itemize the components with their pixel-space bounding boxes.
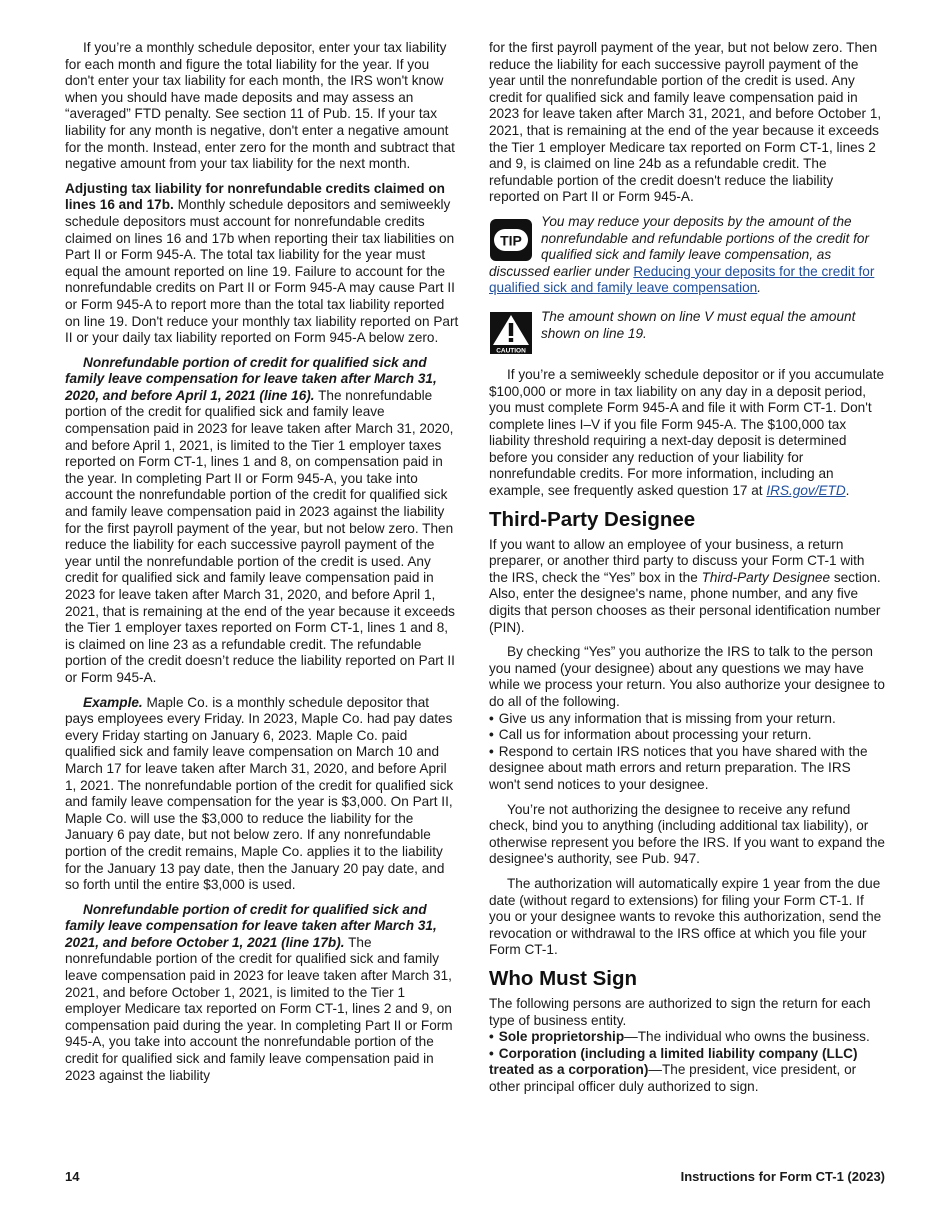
semiweekly-text: If you’re a semiweekly schedule depositor or if you accumulate $100,000 or more in tax liability on any day in a deposit period, you must complete Form 945-A and file it with Form CT-1. Don't complete lines I–V if you file Form 945-A. The $100,000 tax liability threshold requiring a next-day deposit is determined before you consider any reduction of your liability for nonrefundable credits. For more information, including an example, see frequently asked question 17 at — [489, 366, 885, 499]
designee-bullets — [489, 711, 885, 794]
example-heading: Example. — [83, 694, 143, 710]
page-number: 14 — [65, 1169, 80, 1184]
adjusting-liability-text: Monthly schedule depositors and semiweekly schedule depositors must account for nonrefundable credits claimed on lines 16 and 17b when reporting their tax liabilities on Part II or Form 945-A. The total tax liability for the year must equal the amount reported on line 19. Failure to account for the nonrefundable credits on Part II or Form 945-A may cause Part II or Form 945-A to report more than the total tax liability reported on line 19. Don't reduce your monthly tax liability reported on Part II or your daily tax liability reported on Form 945-A below zero. — [65, 197, 459, 346]
document-title: Instructions for Form CT-1 (2023) — [680, 1169, 885, 1184]
signer-bullets — [489, 1029, 885, 1095]
line16-heading: Nonrefundable portion of credit for qualified sick and family leave compensation for leave taken after March 31, 2020, and before April 1, 2021 (line 16). — [65, 354, 437, 403]
heading-third-party-designee: Third-Party Designee — [489, 507, 696, 531]
paragraph-third-party-1 — [489, 537, 885, 637]
corporation-text: —The president, vice president, or other principal officer duly authorized to sign. — [489, 1062, 857, 1094]
third-party-1b: section. Also, enter the designee's name, phone number, and any five digits that person chooses as their personal identification number (PIN). — [489, 569, 881, 635]
bullet-text: Give us any information that is missing from your return. — [498, 710, 836, 726]
caution-note — [489, 309, 885, 355]
list-item — [489, 711, 885, 728]
sole-proprietorship-text: —The individual who owns the business. — [624, 1029, 870, 1045]
caution-text: The amount shown on line V must equal the amount shown on line 19. — [541, 308, 856, 341]
irs-etd-link[interactable]: IRS.gov/ETD — [766, 483, 846, 499]
paragraph-continued: for the first payroll payment of the year, but not below zero. Then reduce the liability for each successive payroll payment of the year until the nonrefundable portion of the credit is used. Any credit for qualified sick and family leave compensation paid in 2023 for leave taken after March 31, 2021, and before October 1, 2021, that is remaining at the end of the year because it exceeds the Tier 1 employer Medicare tax reported on Form CT-1, lines 2 and 9, is claimed on line 24b as a refundable credit. The refundable portion of the credit doesn't reduce the liability reported on Part II or Form 945-A. — [489, 40, 882, 205]
paragraph-third-party-2: By checking “Yes” you authorize the IRS to talk to the person you named (your designee) about any questions we may have while we process your return. You also authorize your designee to do all of the following. — [489, 644, 885, 709]
list-item — [489, 1029, 885, 1046]
bullet-icon: • — [489, 727, 494, 743]
bullet-text: Call us for information about processing your return. — [498, 727, 812, 743]
tip-end: . — [757, 280, 762, 296]
corporation-label: Corporation (including a limited liability company (LLC) treated as a corporation) — [489, 1045, 858, 1078]
adjusting-liability-heading: Adjusting tax liability for nonrefundable credits claimed on lines 16 and 17b. — [65, 180, 445, 213]
semiweekly-end: . — [845, 483, 850, 499]
paragraph-adjusting-liability — [65, 181, 461, 347]
caution-icon — [489, 311, 533, 355]
tip-label: TIP — [500, 232, 522, 249]
tip-icon — [489, 218, 533, 262]
line17b-text: The nonrefundable portion of the credit for qualified sick and family leave compensation paid in 2023 for leave taken after March 31, 2021, and before October 1, 2021, is limited to the Tier 1 employer Medicare tax reported on Form CT-1, lines 2 and 9, on compensation paid during the year. In completing Part II or Form 945-A, you take into account the nonrefundable portion of the credit for qualified sick and family leave compensation paid in 2023 against the liability — [65, 934, 453, 1083]
right-column — [489, 40, 885, 1095]
left-column — [65, 40, 461, 1084]
bullet-icon: • — [489, 710, 494, 726]
list-item — [489, 1046, 885, 1096]
list-item — [489, 744, 885, 794]
heading-who-must-sign: Who Must Sign — [489, 966, 638, 990]
sole-proprietorship-label: Sole proprietorship — [498, 1029, 625, 1045]
line17b-heading: Nonrefundable portion of credit for qualified sick and family leave compensation for leave taken after March 31, 2021, and before October 1, 2021 (line 17b). — [65, 901, 437, 950]
example-text: Maple Co. is a monthly schedule depositor that pays employees every Friday. In 2023, Maple Co. had pay dates every Friday starting on January 6, 2023. Maple Co. paid qualified sick and family leave compensation on March 10 and March 17 for leave taken after March 31, 2020, and before April 1, 2021. The nonrefundable portion of the credit for qualified sick and family leave compensation for the year is $3,000. On Part II, Maple Co. will use the $3,000 to reduce the liability for the January 6 pay date, but not below zero. If any nonrefundable portion of the credit remains, Maple Co. applies it to the liability for the January 13 pay date, then the January 20 pay date, and so forth until the entire $3,000 is used. — [65, 694, 454, 893]
third-party-1a: If you want to allow an employee of your business, a return preparer, or another third party to discuss your Form CT-1 with the IRS, check the “Yes” box in the — [489, 536, 865, 585]
tip-note — [489, 214, 885, 297]
caution-label: CAUTION — [496, 347, 526, 355]
paragraph-who-must-sign: The following persons are authorized to sign the return for each type of business entity. — [489, 995, 871, 1028]
third-party-1-italic: Third-Party Designee — [701, 569, 831, 585]
tip-text: You may reduce your deposits by the amount of the nonrefundable and refundable portions of the credit for qualified sick and family leave compensation, as discussed earlier under — [489, 213, 869, 279]
paragraph-monthly-depositor: If you’re a monthly schedule depositor, enter your tax liability for each month and figure the total liability for the year. If you don't enter your tax liability for each month, the IRS won't know when you should have made deposits and may assess an “averaged” FTD penalty. See section 11 of Pub. 15. If your tax liability for any month is negative, don't enter a negative amount for the month. Instead, enter zero for the month and subtract that negative amount from your tax liability for the next month. — [65, 40, 455, 172]
bullet-icon: • — [489, 743, 494, 759]
paragraph-semiweekly — [489, 367, 885, 500]
paragraph-example — [65, 695, 461, 894]
paragraph-line16 — [65, 355, 461, 687]
bullet-icon: • — [489, 1045, 494, 1061]
paragraph-third-party-3: You’re not authorizing the designee to receive any refund check, bind you to anything (including additional tax liability), or otherwise represent you before the IRS. If you want to expand the designee's authority, see Pub. 947. — [489, 801, 885, 867]
list-item — [489, 727, 885, 744]
bullet-icon: • — [489, 1029, 494, 1045]
line16-text: The nonrefundable portion of the credit for qualified sick and family leave compensation paid in 2023 for leave taken after March 31, 2020, and before April 1, 2021, is limited to the Tier 1 employer taxes reported on Form CT-1, lines 1 and 8, on compensation paid in the year. In completing Part II or Form 945-A, you take into account the nonrefundable portion of the credit for qualified sick and family leave compensation paid in 2023 against the liability for the first payroll payment of the year, but not below zero. Then reduce the liability for each successive payroll payment of the year until the nonrefundable portion of the credit is used. Any credit for qualified sick and family leave compensation paid in 2023 for leave taken after March 31, 2020, and before April 1, 2021, that is remaining at the end of the year because it exceeds the Tier 1 employer taxes reported on Form CT-1, lines 1 and 8, is claimed on line 23 as a refundable credit. The refundable portion of the credit doesn’t reduce the liability reported on Part II or Form 945-A. — [65, 387, 455, 685]
paragraph-line17b — [65, 902, 461, 1085]
tip-link[interactable]: Reducing your deposits for the credit for qualified sick and family leave compensation — [489, 263, 875, 296]
paragraph-third-party-4: The authorization will automatically expire 1 year from the due date (without regard to extensions) for filing your Form CT-1. If you or your designee wants to revoke this authorization, send the revocation or withdrawal to the IRS office at which you file your Form CT-1. — [489, 875, 882, 958]
bullet-text: Respond to certain IRS notices that you have shared with the designee about math errors and return preparation. The IRS won't send notices to your designee. — [489, 743, 868, 792]
